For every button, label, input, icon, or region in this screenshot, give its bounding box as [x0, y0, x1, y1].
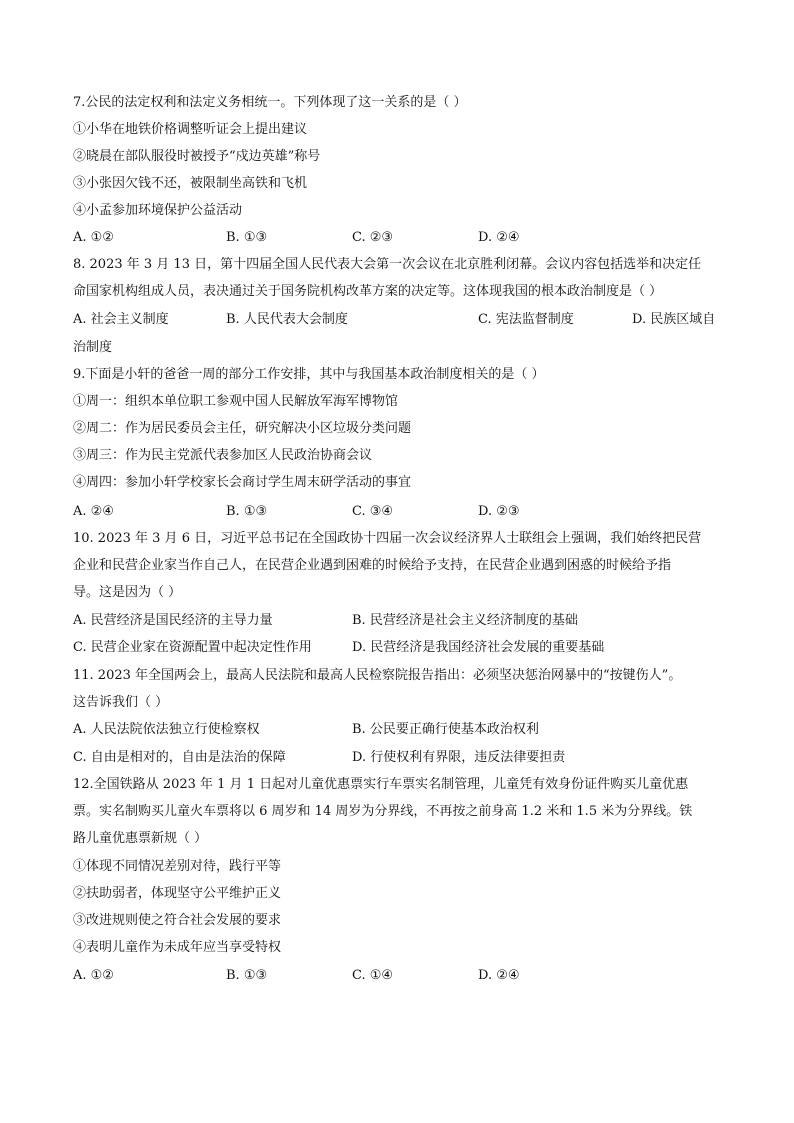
q7-stem: 7.公民的法定权利和法定义务相统一。下列体现了这一关系的是（ ） — [73, 95, 467, 110]
q9-option-a: A. ②④ — [73, 504, 114, 519]
q12-stem-line-3: 路儿童优惠票新规（ ） — [73, 831, 208, 846]
q7-option-c: C. ②③ — [352, 230, 394, 245]
q9-option-d: D. ②③ — [478, 504, 520, 519]
q9-option-b: B. ①③ — [226, 504, 268, 519]
q8-option-d: D. 民族区域自 — [632, 312, 716, 327]
q10-stem-line-1: 10. 2023 年 3 月 6 日，习近平总书记在全国政协十四届一次会议经济界人士联组会上强调，我们始终把民营 — [73, 531, 702, 546]
q10-option-c: C. 民营企业家在资源配置中起决定性作用 — [73, 640, 312, 655]
q9-stem: 9.下面是小轩的爸爸一周的部分工作安排，其中与我国基本政治制度相关的是（ ） — [73, 367, 545, 382]
q12-stem-line-2: 票。实名制购买儿童火车票将以 6 周岁和 14 周岁为分界线，不再按之前身高 1.2 米和 1.5 米为分界线。铁 — [73, 804, 693, 819]
q7-item-2: ②晓晨在部队服役时被授予“戍边英雄”称号 — [73, 149, 321, 164]
q11-option-d: D. 行使权利有界限，违反法律要担责 — [352, 750, 566, 765]
q11-option-a: A. 人民法院依法独立行使检察权 — [73, 722, 260, 737]
q12-item-2: ②扶助弱者，体现坚守公平维护正义 — [73, 886, 282, 901]
q10-stem-line-2: 企业和民营企业家当作自己人，在民营企业遇到困难的时候给予支持，在民营企业遇到困惑的时候给予指 — [73, 558, 672, 573]
q12-item-3: ③改进规则使之符合社会发展的要求 — [73, 913, 282, 928]
q8-option-c: C. 宪法监督制度 — [478, 312, 574, 327]
q9-option-c: C. ③④ — [352, 504, 394, 519]
q10-option-a: A. 民营经济是国民经济的主导力量 — [73, 613, 273, 628]
q11-stem-line-1: 11. 2023 年全国两会上，最高人民法院和最高人民检察院报告指出：必须坚决惩治网暴中的“按键伤人”。 — [73, 668, 682, 683]
q9-item-4: ④周四：参加小轩学校家长会商讨学生周末研学活动的事宜 — [73, 475, 412, 490]
q12-option-d: D. ②④ — [478, 968, 520, 983]
q7-item-3: ③小张因欠钱不还，被限制坐高铁和飞机 — [73, 176, 308, 191]
q12-item-4: ④表明儿童作为未成年应当享受特权 — [73, 940, 282, 955]
q11-option-c: C. 自由是相对的，自由是法治的保障 — [73, 750, 286, 765]
q9-item-3: ③周三：作为民主党派代表参加区人民政治协商会议 — [73, 448, 373, 463]
q8-stem-line-2: 命国家机构组成人员，表决通过关于国务院机构改革方案的决定等。这体现我国的根本政治制度是（ ） — [73, 284, 663, 299]
q8-option-b: B. 人民代表大会制度 — [226, 312, 348, 327]
q8-stem-line-1: 8. 2023 年 3 月 13 日，第十四届全国人民代表大会第一次会议在北京胜利闭幕。会议内容包括选举和决定任 — [73, 257, 702, 272]
q10-stem-line-3: 导。这是因为（ ） — [73, 585, 182, 600]
q10-option-d: D. 民营经济是我国经济社会发展的重要基础 — [352, 640, 605, 655]
q12-item-1: ①体现不同情况差别对待，践行平等 — [73, 859, 282, 874]
q12-option-b: B. ①③ — [226, 968, 268, 983]
q7-item-1: ①小华在地铁价格调整听证会上提出建议 — [73, 122, 308, 137]
q8-option-a: A. 社会主义制度 — [73, 312, 169, 327]
q9-item-2: ②周二：作为居民委员会主任，研究解决小区垃圾分类问题 — [73, 421, 412, 436]
q12-option-c: C. ①④ — [352, 968, 394, 983]
q11-option-b: B. 公民要正确行使基本政治权利 — [352, 722, 539, 737]
q7-option-b: B. ①③ — [226, 230, 268, 245]
q10-option-b: B. 民营经济是社会主义经济制度的基础 — [352, 613, 578, 628]
q7-option-a: A. ①② — [73, 230, 114, 245]
q8-option-d-tail: 治制度 — [73, 340, 113, 355]
q7-item-4: ④小孟参加环境保护公益活动 — [73, 203, 243, 218]
q11-stem-line-2: 这告诉我们（ ） — [73, 695, 169, 710]
q9-item-1: ①周一：组织本单位职工参观中国人民解放军海军博物馆 — [73, 394, 399, 409]
q12-option-a: A. ①② — [73, 968, 114, 983]
q12-stem-line-1: 12.全国铁路从 2023 年 1 月 1 日起对儿童优惠票实行车票实名制管理，儿童凭有效身份证件购买儿童优惠 — [73, 777, 689, 792]
q7-option-d: D. ②④ — [478, 230, 520, 245]
